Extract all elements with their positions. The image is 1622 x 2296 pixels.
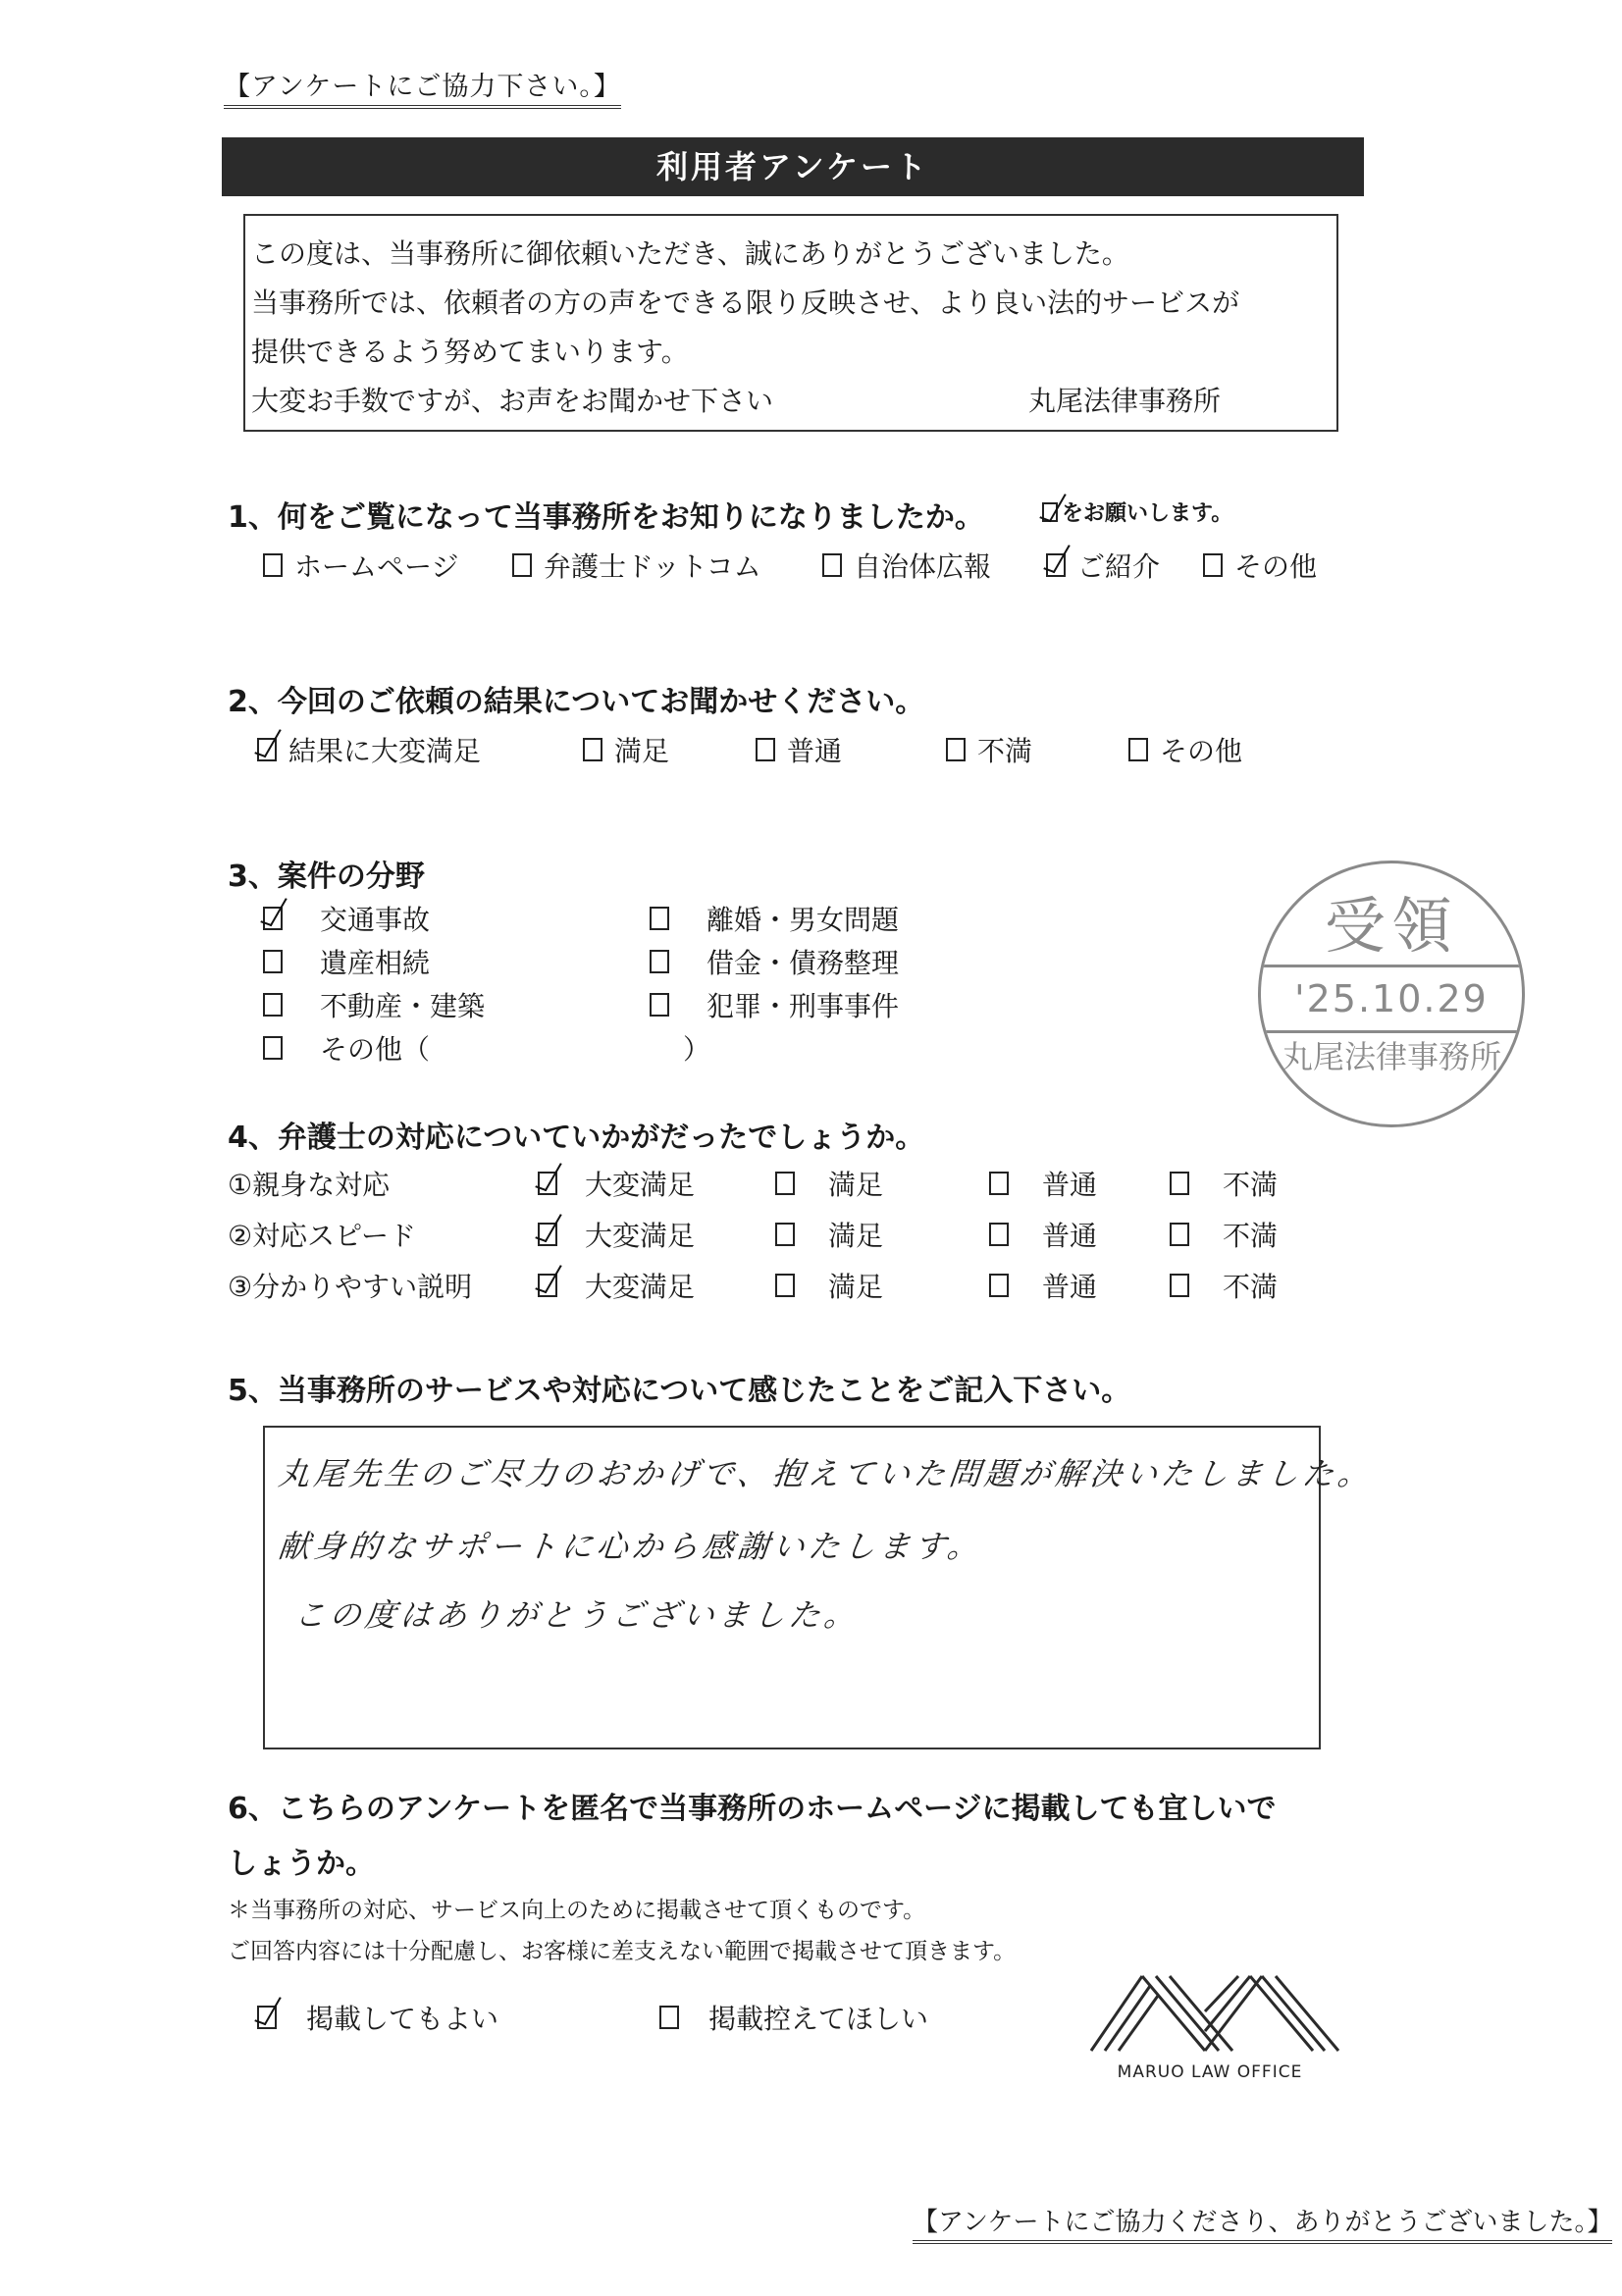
- q6-option-decline[interactable]: [659, 1998, 928, 2037]
- q4-row2-average[interactable]: [989, 1215, 1097, 1254]
- q3-option-debt[interactable]: [650, 942, 899, 981]
- logo-text: MARUO LAW OFFICE: [1117, 2062, 1303, 2082]
- q2-option-average[interactable]: [756, 730, 842, 769]
- q4-row-label: ①親身な対応: [228, 1169, 391, 1201]
- maruo-law-office-logo: [1077, 1972, 1342, 2082]
- intro-line: 提供できるよう努めてまいります。: [251, 336, 689, 368]
- comment-line: この度はありがとうございました。: [291, 1596, 862, 1634]
- checkbox-checked[interactable]: [257, 738, 277, 761]
- q4-row2-satisfied[interactable]: [775, 1215, 883, 1254]
- q6-question-line1: 6、こちらのアンケートを匿名で当事務所のホームページに掲載しても宜しいで: [228, 1792, 1277, 1826]
- option-label: 不満: [977, 735, 1033, 767]
- q3-other-close-paren: ）: [683, 1033, 711, 1066]
- q4-row-label: ③分かりやすい説明: [228, 1271, 473, 1303]
- survey-title: 利用者アンケート: [222, 137, 1364, 196]
- comment-box[interactable]: [263, 1426, 1376, 1749]
- checkbox[interactable]: [1170, 1274, 1189, 1297]
- option-label: 普通: [1042, 1271, 1098, 1303]
- q2-option-very-satisfied[interactable]: [257, 730, 481, 769]
- stamp-date: '25.10.29: [1261, 965, 1522, 1033]
- option-label: ご紹介: [1077, 550, 1161, 583]
- q1-hint-text: をお願いします。: [1062, 501, 1233, 526]
- checkbox[interactable]: [1170, 1223, 1189, 1246]
- checkbox[interactable]: [659, 2006, 679, 2029]
- q1-option-homepage[interactable]: [263, 546, 458, 585]
- checkbox-checked[interactable]: [257, 2006, 277, 2029]
- option-label: 普通: [1042, 1169, 1098, 1201]
- checkbox[interactable]: [775, 1274, 795, 1297]
- option-label: 結果に大変満足: [288, 735, 482, 767]
- q2-option-satisfied[interactable]: [583, 730, 669, 769]
- checkbox[interactable]: [263, 993, 283, 1017]
- q4-row1-average[interactable]: [989, 1164, 1097, 1203]
- received-stamp: [1258, 861, 1525, 1127]
- checkbox[interactable]: [756, 738, 775, 761]
- option-label: 満足: [828, 1271, 884, 1303]
- checkbox[interactable]: [650, 907, 669, 930]
- bottom-note: 【アンケートにご協力くださり、ありがとうございました。】: [913, 2202, 1612, 2244]
- q3-question: 3、案件の分野: [228, 860, 425, 894]
- checkbox[interactable]: [1128, 738, 1148, 761]
- q3-option-traffic-accident[interactable]: [263, 899, 430, 938]
- q4-row3-very-satisfied[interactable]: [538, 1266, 695, 1305]
- option-label: 掲載控えてほしい: [708, 2003, 929, 2035]
- q4-row2-very-satisfied[interactable]: [538, 1215, 695, 1254]
- checkbox[interactable]: [650, 993, 669, 1017]
- option-label: 遺産相続: [320, 947, 431, 979]
- q3-option-inheritance[interactable]: [263, 942, 430, 981]
- q1-hint: [1042, 496, 1232, 527]
- q2-option-dissatisfied[interactable]: [946, 730, 1032, 769]
- option-label: 自治体広報: [854, 550, 992, 583]
- checkbox[interactable]: [946, 738, 966, 761]
- option-label: 離婚・男女問題: [706, 904, 900, 936]
- q4-row2-dissatisfied[interactable]: [1170, 1215, 1278, 1254]
- q4-row3-satisfied[interactable]: [775, 1266, 883, 1305]
- option-label: 掲載してもよい: [306, 2003, 499, 2035]
- q4-row1-very-satisfied[interactable]: [538, 1164, 695, 1203]
- option-label: その他: [1160, 735, 1243, 767]
- option-label: 交通事故: [320, 904, 431, 936]
- q5-question: 5、当事務所のサービスや対応について感じたことをご記入下さい。: [228, 1374, 1131, 1408]
- q2-question: 2、今回のご依頼の結果についてお聞かせください。: [228, 685, 925, 719]
- checkbox[interactable]: [263, 1036, 283, 1060]
- checkbox-checked[interactable]: [538, 1223, 557, 1246]
- checkbox[interactable]: [1203, 553, 1223, 577]
- intro-line: この度は、当事務所に御依頼いただき、誠にありがとうございました。: [251, 237, 1129, 270]
- stamp-office: 丸尾法律事務所: [1281, 1038, 1501, 1075]
- q1-option-municipal-pr[interactable]: [822, 546, 991, 585]
- top-note: 【アンケートにご協力下さい。】: [224, 65, 621, 109]
- q4-row-label: ②対応スピード: [228, 1220, 416, 1252]
- q3-option-other[interactable]: [263, 1028, 430, 1068]
- option-label: その他（: [320, 1033, 431, 1066]
- option-label: 満足: [828, 1169, 884, 1201]
- q4-question: 4、弁護士の対応についていかがだったでしょうか。: [228, 1121, 925, 1155]
- m-logo-icon: [1077, 1972, 1342, 2053]
- intro-box: [243, 214, 1338, 432]
- option-label: 借金・債務整理: [706, 947, 900, 979]
- option-label: 不満: [1223, 1169, 1279, 1201]
- intro-signature: 丸尾法律事務所: [1028, 385, 1222, 417]
- q6-question-line2: しょうか。: [228, 1847, 375, 1881]
- checkbox[interactable]: [989, 1223, 1009, 1246]
- checkbox-checked[interactable]: [538, 1274, 557, 1297]
- option-label: 普通: [787, 735, 843, 767]
- option-label: 不満: [1223, 1220, 1279, 1252]
- q3-option-real-estate[interactable]: [263, 985, 485, 1024]
- q6-note-2: ご回答内容には十分配慮し、お客様に差支えない範囲で掲載させて頂きます。: [228, 1939, 1017, 1964]
- q4-row1-satisfied[interactable]: [775, 1164, 883, 1203]
- checkbox[interactable]: [775, 1223, 795, 1246]
- comment-line: 丸尾先生のご尽力のおかげで、抱えていた問題が解決いたしました。: [276, 1455, 1376, 1492]
- checkbox[interactable]: [1170, 1172, 1189, 1195]
- stamp-received: 受領: [1324, 890, 1458, 962]
- q1-option-other[interactable]: [1203, 546, 1317, 585]
- q3-option-divorce[interactable]: [650, 899, 899, 938]
- checkbox[interactable]: [822, 553, 842, 577]
- option-label: 大変満足: [585, 1271, 696, 1303]
- checkbox[interactable]: [512, 553, 532, 577]
- option-label: 大変満足: [585, 1169, 696, 1201]
- q1-question: 1、何をご覧になって当事務所をお知りになりましたか。: [228, 500, 984, 535]
- option-label: 満足: [614, 735, 670, 767]
- intro-line: 大変お手数ですが、お声をお聞かせ下さい: [251, 385, 774, 417]
- option-label: 満足: [828, 1220, 884, 1252]
- comment-line: 献身的なサポートに心から感謝いたします。: [276, 1528, 985, 1565]
- checkbox[interactable]: [650, 950, 669, 973]
- q4-row1-dissatisfied[interactable]: [1170, 1164, 1278, 1203]
- checkbox[interactable]: [583, 738, 602, 761]
- checkbox-checked[interactable]: [263, 907, 283, 930]
- option-label: その他: [1234, 550, 1318, 583]
- checkbox[interactable]: [989, 1172, 1009, 1195]
- checkbox-checked[interactable]: [538, 1172, 557, 1195]
- q6-note-1: ＊当事務所の対応、サービス向上のために掲載させて頂くものです。: [228, 1898, 926, 1923]
- checkbox-sample-icon: [1042, 502, 1058, 522]
- option-label: 犯罪・刑事事件: [706, 990, 900, 1022]
- option-label: ホームページ: [294, 550, 459, 583]
- intro-line: 当事務所では、依頼者の方の声をできる限り反映させ、より良い法的サービスが: [251, 287, 1240, 319]
- q3-option-criminal[interactable]: [650, 985, 899, 1024]
- q1-option-bengoshi-dotcom[interactable]: [512, 546, 761, 585]
- option-label: 不動産・建築: [320, 990, 486, 1022]
- q6-option-allow[interactable]: [257, 1998, 498, 2037]
- checkbox[interactable]: [263, 553, 283, 577]
- option-label: 普通: [1042, 1220, 1098, 1252]
- checkbox-checked[interactable]: [1046, 553, 1066, 577]
- q1-option-referral[interactable]: [1046, 546, 1160, 585]
- option-label: 不満: [1223, 1271, 1279, 1303]
- checkbox[interactable]: [263, 950, 283, 973]
- option-label: 弁護士ドットコム: [544, 550, 761, 583]
- q4-row3-average[interactable]: [989, 1266, 1097, 1305]
- option-label: 大変満足: [585, 1220, 696, 1252]
- q4-row3-dissatisfied[interactable]: [1170, 1266, 1278, 1305]
- q2-option-other[interactable]: [1128, 730, 1242, 769]
- checkbox[interactable]: [775, 1172, 795, 1195]
- checkbox[interactable]: [989, 1274, 1009, 1297]
